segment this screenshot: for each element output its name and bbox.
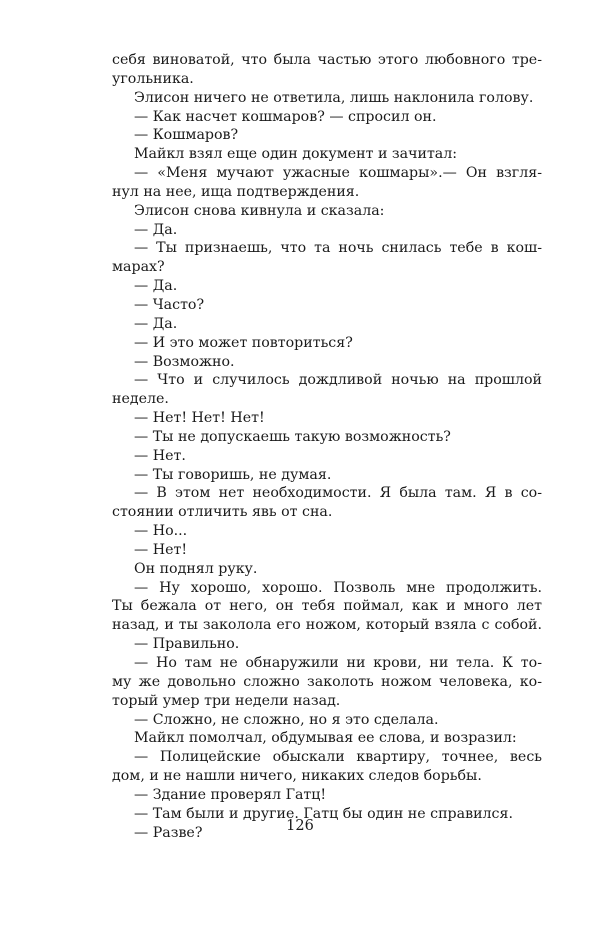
text-line: — Кошмаров? xyxy=(134,127,239,144)
text-line: — Ты говоришь, не думая. xyxy=(134,466,332,483)
text-line: — Нет. xyxy=(134,447,186,464)
text-line: Элисон снова кивнула и сказала: xyxy=(134,202,385,219)
text-line: назад, и ты заколола его ножом, который взяла с собой. xyxy=(112,617,542,634)
text-line: — «Меня мучают ужасные кошмары».— Он взгля- xyxy=(134,165,542,182)
text-line: неделе. xyxy=(112,391,169,408)
text-line: стоянии отличить явь от сна. xyxy=(112,504,333,521)
text-line: — Возможно. xyxy=(134,353,235,370)
text-line: угольника. xyxy=(112,70,194,87)
text-line: — Правильно. xyxy=(134,636,240,653)
text-line: — Но там не обнаружили ни крови, ни тела. К то- xyxy=(134,655,542,671)
text-line: — Нет! Нет! Нет! xyxy=(134,410,265,427)
text-line: — И это может повториться? xyxy=(134,334,353,351)
text-line: — В этом нет необходимости. Я была там. Я в со- xyxy=(134,485,542,502)
text-line: — Как насчет кошмаров? — спросил он. xyxy=(134,108,437,125)
text-line: — Но... xyxy=(134,523,188,540)
text-line: — Да. xyxy=(134,221,178,238)
text-line: — Да. xyxy=(134,315,178,332)
text-line: Он поднял руку. xyxy=(134,560,258,577)
text-line: торый умер три недели назад. xyxy=(112,692,341,709)
page-number: 126 xyxy=(286,818,314,834)
text-line: — Ты признаешь, что та ночь снилась тебе в кош- xyxy=(134,240,542,257)
text-line: — Сложно, не сложно, но я это сделала. xyxy=(134,711,439,728)
text-line: дом, и не нашли ничего, никаких следов борьбы. xyxy=(112,768,482,785)
text-line: му же довольно сложно заколоть ножом человека, ко- xyxy=(112,673,542,690)
text-line: Ты бежала от него, он тебя поймал, как и много лет xyxy=(112,598,542,615)
text-line: — Нет! xyxy=(134,541,188,558)
text-line: — Да. xyxy=(134,278,178,295)
text-line: — Там были и другие. Гатц бы один не справился. xyxy=(134,805,513,822)
text-line: — Здание проверял Гатц! xyxy=(134,786,327,803)
text-line: — Ну хорошо, хорошо. Позволь мне продолжить. xyxy=(134,579,542,596)
text-line: марах? xyxy=(112,259,165,276)
text-line: — Ты не допускаешь такую возможность? xyxy=(134,428,451,445)
text-line: — Разве? xyxy=(134,824,203,841)
text-line: себя виноватой, что была частью этого любовного тре- xyxy=(112,52,542,68)
text-line: Элисон ничего не ответила, лишь наклонила голову. xyxy=(134,89,534,106)
text-line: — Часто? xyxy=(134,296,205,313)
text-line: Майкл взял еще один документ и зачитал: xyxy=(134,146,458,163)
text-line: нул на нее, ища подтверждения. xyxy=(112,183,360,200)
text-line: — Что и случилось дождливой ночью на прошлой xyxy=(134,372,542,389)
body-text xyxy=(112,51,542,842)
text-line: Майкл помолчал, обдумывая ее слова, и возразил: xyxy=(134,730,517,747)
text-line: — Полицейские обыскали квартиру, точнее, весь xyxy=(134,749,542,766)
